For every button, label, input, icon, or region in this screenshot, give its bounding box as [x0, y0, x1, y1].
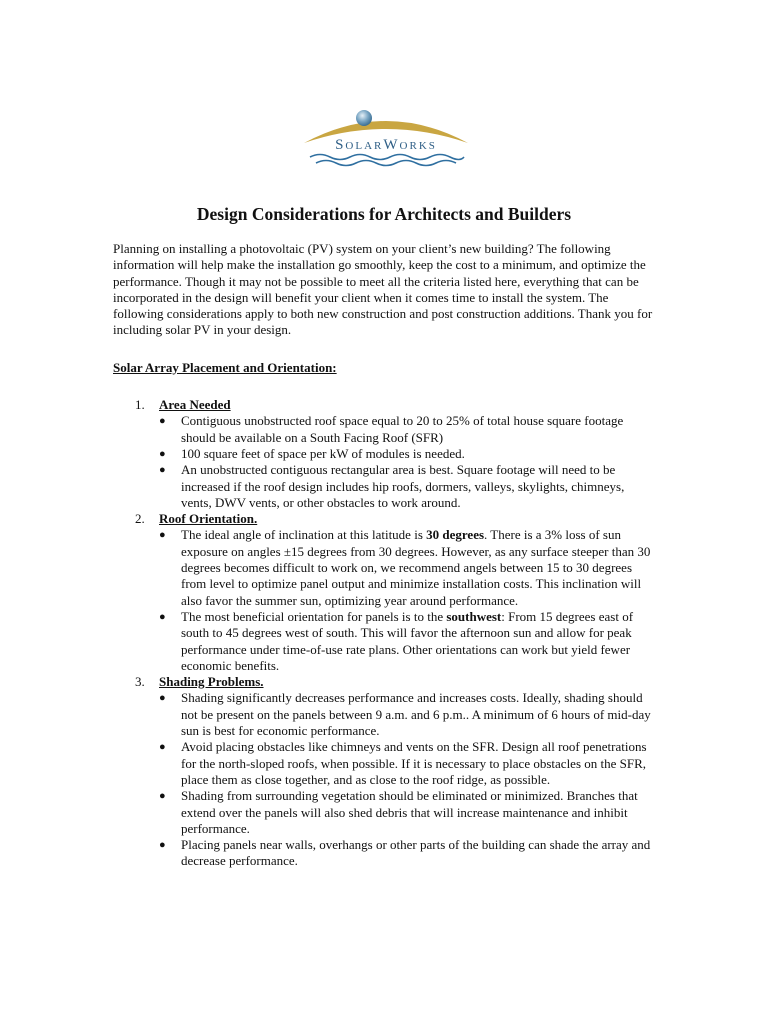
bullet-icon: ● [159, 415, 166, 428]
bullet-item: ● The most beneficial orientation for panels is to the southwest: From 15 degrees east of south to 45 degrees west of south. This will favor the afternoon sun and allow for peak performance under time-of-use rate plans. Other orientations can work but yield fewer economic benefits. [159, 608, 634, 673]
list-number: 3. [135, 674, 145, 690]
document-body [113, 241, 658, 870]
section-heading: Solar Array Placement and Orientation: [113, 359, 337, 375]
bullet-icon: ● [159, 692, 166, 705]
section-title: Area Needed [159, 397, 231, 413]
bullet-item: ● Avoid placing obstacles like chimneys and vents on the SFR. Design all roof penetrations for the north-sloped roofs, when possible. If it is necessary to place obstacles on the SFR, place them as close together, and as close to the roof ridge, as possible. [159, 739, 647, 787]
bullet-item: ● Shading significantly decreases performance and increases costs. Ideally, shading should not be present on the panels between 9 a.m. and 6 p.m.. A minimum of 6 hours of mid-day sun is best for economic performance. [159, 690, 651, 739]
document-title: Design Considerations for Architects and Builders [196, 204, 572, 224]
list-item-roof-orientation [113, 511, 658, 674]
wave-icon [316, 161, 456, 166]
bullet-item: ● 100 square feet of space per kW of modules is needed. [159, 445, 465, 461]
bullet-icon: ● [159, 447, 166, 460]
intro-paragraph: Planning on installing a photovoltaic (PV) system on your client’s new building? The following information will help make the installation go smoothly, keep the cost to a minimum, and optimize the performance. Though it may not be possible to meet all the criteria listed here, everything that can be incorporated in the design will benefit your client when it comes time to install the system. The following considerations apply to both new construction and post construction additions. Thank you for including solar PV in your design. [113, 241, 653, 338]
sun-orb-icon [356, 110, 372, 126]
bullet-icon: ● [159, 610, 166, 623]
bullet-item: ● An unobstructed contiguous rectangular area is best. Square footage will need to be increased if the roof design includes hip roofs, dormers, valleys, skylights, chimneys, vents, DWV vents, or other obstacles to work around. [159, 462, 625, 510]
bullet-item: ● Contiguous unobstructed roof space equal to 20 to 25% of total house square footage should be available on a South Facing Roof (SFR) [159, 413, 624, 445]
bullet-icon: ● [159, 790, 166, 803]
bullet-list [159, 413, 658, 511]
list-item-shading-problems [113, 674, 658, 870]
list-number: 2. [135, 511, 145, 527]
emphasis: southwest [446, 608, 502, 624]
section-title: Shading Problems. [159, 674, 264, 690]
list-number: 1. [135, 397, 145, 413]
bullet-icon: ● [159, 464, 166, 477]
logo-wordmark: SolarWorks [335, 137, 437, 153]
section-title: Roof Orientation. [159, 511, 258, 527]
bullet-icon: ● [159, 839, 166, 852]
bullet-item: ● Shading from surrounding vegetation should be eliminated or minimized. Branches that extend over the panels will also shed debris that will increase maintenance and inhibit performance. [159, 788, 638, 836]
bullet-list [159, 690, 658, 869]
list-item-area-needed [113, 397, 658, 511]
bullet-list [159, 527, 658, 674]
bullet-icon: ● [159, 741, 166, 754]
emphasis: 30 degrees [426, 527, 485, 543]
bullet-item: ● The ideal angle of inclination at this latitude is 30 degrees. There is a 3% loss of sun exposure on angles ±15 degrees from 30 degrees. However, as any surface steeper than 30 degrees becomes difficult to work on, we recommend angels between 15 to 30 degrees from level to optimize panel output and minimize installation costs. This inclination will also favor the summer sun, optimizing year around performance. [159, 527, 651, 608]
wave-icon [310, 155, 464, 160]
bullet-icon: ● [159, 529, 166, 542]
bullet-item: ● Placing panels near walls, overhangs or other parts of the building can shade the array and decrease performance. [159, 837, 651, 869]
considerations-list [113, 397, 658, 870]
solarworks-logo [298, 105, 474, 171]
